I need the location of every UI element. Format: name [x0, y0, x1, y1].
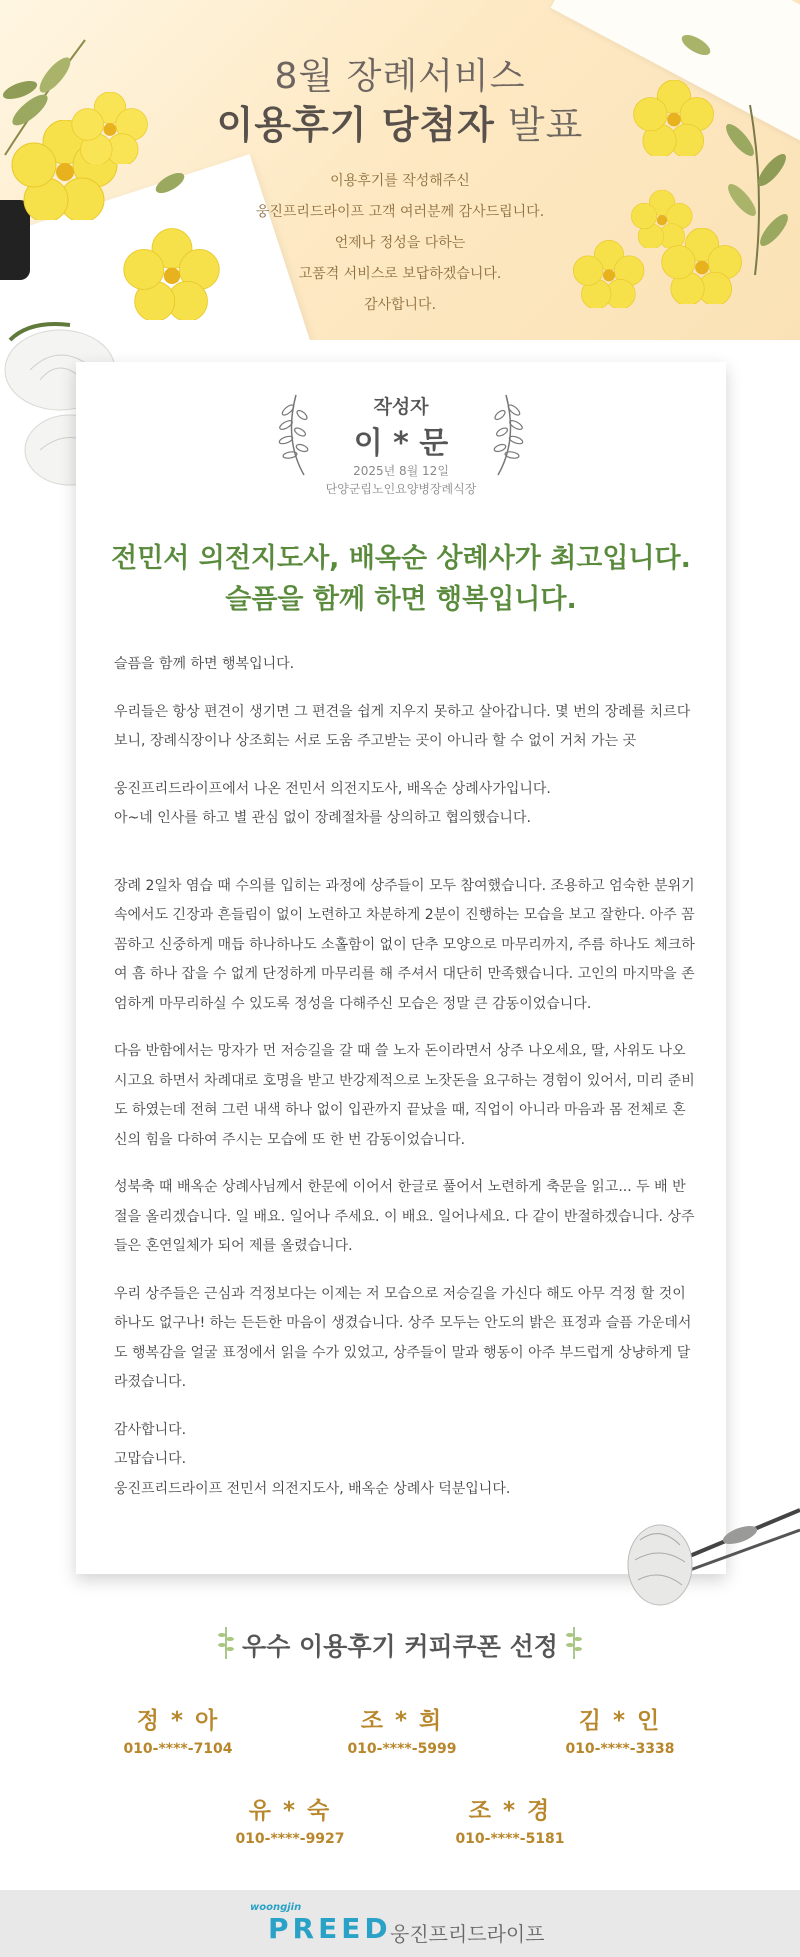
winner-name: 정 * 아 — [136, 1708, 220, 1734]
review-date: 2025년 8월 12일 — [353, 464, 449, 478]
intro-line: 웅진프리드라이프 고객 여러분께 감사드립니다. — [255, 204, 545, 220]
winner-entry — [530, 1702, 710, 1757]
footer-brand-bar — [0, 1890, 800, 1957]
headline-line: 전민서 의전지도사, 배옥순 상례사가 최고입니다. — [111, 543, 691, 574]
winner-entry — [200, 1792, 380, 1847]
review-paragraph: 감사합니다. 고맙습니다. 웅진프리드라이프 전민서 의전지도사, 배옥순 상례사 덕분입니다. — [114, 1421, 511, 1497]
winner-entry — [420, 1792, 600, 1847]
review-letter-card — [76, 362, 726, 1574]
event-title-line2 — [0, 94, 800, 149]
intro-line: 언제나 정성을 다하는 — [334, 235, 466, 251]
headline-line: 슬픔을 함께 하면 행복입니다. — [225, 584, 577, 615]
winner-entry — [312, 1702, 492, 1757]
funeral-venue: 단양군립노인요양병장례식장 — [325, 482, 477, 496]
intro-line: 고품격 서비스로 보답하겠습니다. — [298, 266, 502, 282]
winner-name: 유 * 숙 — [248, 1798, 332, 1824]
event-intro-text — [0, 166, 800, 321]
review-paragraph: 장례 2일차 염습 때 수의를 입히는 과정에 상주들이 모두 참여했습니다. 조용하고 엄숙한 분위기 속에서도 긴장과 흔들림이 없이 노련하고 차분하게 2분이 진행하는 모습을 보고 잘한다. 아주 꼼꼼하고 신중하게 매듭 하나하나도 소홀함이 없이 단추 모양으로 마무리까지, 주름 하나도 체크하여 흠 하나 잡을 수 없게 단정하게 마무리를 해 주셔서 대단히 만족했습니다. 고인의 마지막을 존엄하게 마무리하실 수 있도록 정성을 다해주신 모습은 정말 큰 감동이었습니다. — [114, 877, 695, 1012]
winners-title: 우수 이용후기 커피쿠폰 선정 — [242, 1632, 558, 1661]
event-title-light: 발표 — [507, 103, 584, 147]
intro-line: 이용후기를 작성해주신 — [330, 173, 470, 189]
event-title-line1: 8월 장례서비스 — [274, 56, 526, 97]
sprig-right-icon — [566, 1625, 582, 1661]
winner-name: 조 * 희 — [360, 1708, 444, 1734]
review-paragraph: 웅진프리드라이프에서 나온 전민서 의전지도사, 배옥순 상례사가입니다. 아~네 인사를 하고 별 관심 없이 장례절차를 상의하고 협의했습니다. — [114, 780, 551, 826]
review-paragraph: 우리 상주들은 근심과 걱정보다는 이제는 저 모습으로 저승길을 가신다 해도 아무 걱정 할 것이 하나도 없구나! 하는 든든한 마음이 생겼습니다. 상주 모두는 안도의 밝은 표정과 슬픔 가운데서도 행복감을 얼굴 표정에서 읽을 수가 있었고, 상주들이 말과 행동이 아주 부드럽게 상냥하게 달라졌습니다. — [114, 1285, 692, 1390]
winner-name: 김 * 인 — [578, 1708, 662, 1734]
review-paragraph: 성북축 때 배옥순 상례사님께서 한문에 이어서 한글로 풀어서 노련하게 축문을 읽고... 두 배 반 절을 올리겠습니다. 일 배요. 일어나 주세요. 이 배요. 일어나세요. 다 같이 반절하겠습니다. 상주들은 혼연일체가 되어 제를 올렸습니다. — [114, 1179, 695, 1254]
logo-preed: PREED — [268, 1912, 392, 1945]
winner-name: 조 * 경 — [468, 1798, 552, 1824]
winner-phone: 010-****-7104 — [123, 1741, 233, 1757]
review-paragraph: 다음 반함에서는 망자가 먼 저승길을 갈 때 쓸 노자 돈이라면서 상주 나오세요, 딸, 사위도 나오시고요 하면서 차례대로 호명을 받고 반강제적으로 노잣돈을 요구하는 경험이 있어서, 미리 준비도 하였는데 전혀 그런 내색 하나 없이 입관까지 끝났을 때, 직업이 아니라 마음과 몸 전체로 혼신의 힘을 다하여 주시는 모습에 또 한 번 감동이었습니다. — [114, 1043, 695, 1148]
logo-korean-name: 웅진프리드라이프 — [390, 1922, 545, 1946]
event-title-bold: 이용후기 당첨자 — [216, 103, 495, 147]
event-header-banner — [0, 0, 800, 340]
review-body — [114, 650, 696, 1522]
winner-entry — [88, 1702, 268, 1757]
writer-name: 이 * 문 — [353, 426, 449, 461]
winner-phone: 010-****-5181 — [455, 1831, 565, 1847]
winner-phone: 010-****-3338 — [565, 1741, 675, 1757]
winner-phone: 010-****-9927 — [235, 1831, 345, 1847]
intro-line: 감사합니다. — [363, 297, 437, 313]
review-paragraph: 우리들은 항상 편견이 생기면 그 편견을 쉽게 지우지 못하고 살아갑니다. 몇 번의 장례를 치르다 보니, 장례식장이나 상조회는 서로 도움 주고받는 곳이 아니라 할 수 없이 거처 가는 곳 — [114, 703, 691, 749]
winner-phone: 010-****-5999 — [347, 1741, 457, 1757]
review-headline — [76, 538, 726, 620]
logo-woongjin-text: woongjin — [250, 1902, 302, 1913]
writer-label: 작성자 — [373, 396, 429, 418]
review-paragraph: 슬픔을 함께 하면 행복입니다. — [114, 656, 295, 672]
gray-chrysanthemum-icon — [620, 1500, 800, 1630]
